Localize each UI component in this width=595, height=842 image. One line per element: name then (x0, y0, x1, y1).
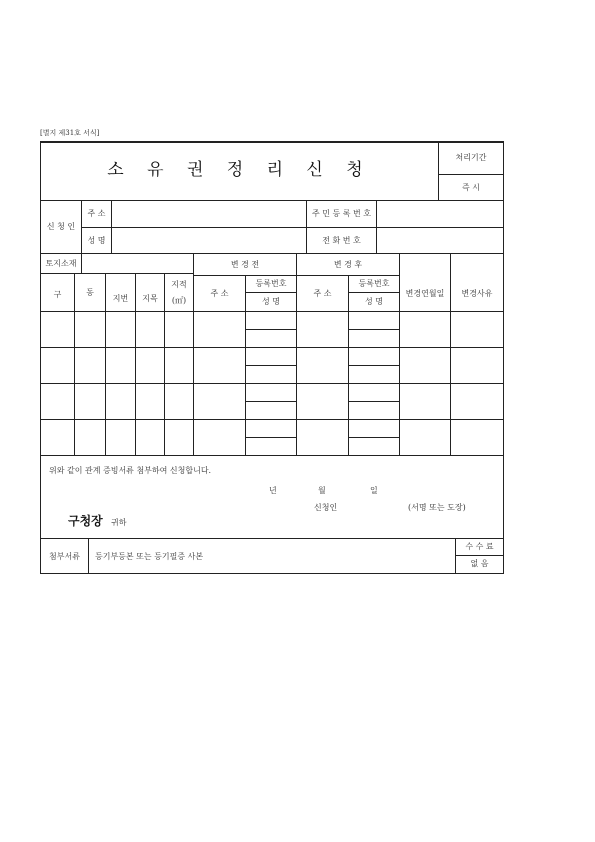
table-row[interactable] (41, 384, 503, 419)
processing-period-label: 처리기간 (455, 153, 487, 162)
land-location-label: 토지소재 (45, 259, 77, 268)
declaration-text: 위와 같이 관계 증빙서류 첨부하여 신청합니다. (49, 466, 212, 475)
date-year-label: 년 (269, 486, 277, 495)
fee-value: 없 음 (470, 559, 489, 568)
before-address-label: 주 소 (210, 289, 229, 298)
before-reg-no-label: 등록번호 (255, 279, 287, 288)
after-address-label: 주 소 (313, 289, 332, 298)
attachments-value: 등기부등본 또는 등기필증 사본 (95, 552, 204, 561)
processing-period-value: 즉 시 (462, 183, 480, 192)
recipient-suffix: 귀하 (111, 518, 127, 527)
fee-label: 수 수 료 (465, 542, 494, 551)
col-dong: 동 (86, 288, 94, 297)
attachments-label: 첨부서류 (49, 552, 80, 561)
recipient-title: 구청장 (68, 514, 103, 528)
phone-field[interactable] (377, 228, 503, 253)
form-reference: [별지 제31호 서식] (40, 129, 100, 137)
col-area-label: 지적 (171, 280, 187, 289)
id-number-label: 주 민 등 록 번 호 (311, 209, 372, 218)
date-month-label: 월 (318, 486, 326, 495)
applicant-name-field[interactable] (112, 228, 306, 253)
name-label: 성 명 (87, 236, 106, 245)
change-date-label: 변경연월일 (405, 289, 445, 298)
before-name-label: 성 명 (262, 297, 280, 306)
table-row[interactable] (41, 420, 503, 455)
land-location-field[interactable] (82, 254, 193, 273)
applicant-label: 신 청 인 (46, 222, 76, 231)
change-reason-label: 변경사유 (461, 289, 493, 298)
phone-label: 전 화 번 호 (322, 236, 361, 245)
after-reg-no-label: 등록번호 (358, 279, 390, 288)
id-number-field[interactable] (377, 201, 503, 227)
form-title: 소 유 권 정 리 신 청 (107, 160, 372, 180)
before-change-label: 변 경 전 (230, 260, 260, 269)
col-gu: 구 (53, 290, 62, 299)
col-lot: 지번 (112, 294, 129, 303)
col-area-unit: (㎡) (171, 296, 187, 305)
date-day-label: 일 (370, 486, 378, 495)
signer-label: 신청인 (314, 503, 338, 512)
signature-label: (서명 또는 도장) (408, 503, 466, 512)
after-change-label: 변 경 후 (333, 260, 363, 269)
address-label: 주 소 (87, 209, 106, 218)
table-row[interactable] (41, 312, 503, 347)
col-category: 지목 (142, 294, 158, 303)
table-row[interactable] (41, 348, 503, 383)
after-name-label: 성 명 (365, 297, 383, 306)
applicant-address-field[interactable] (112, 201, 306, 227)
